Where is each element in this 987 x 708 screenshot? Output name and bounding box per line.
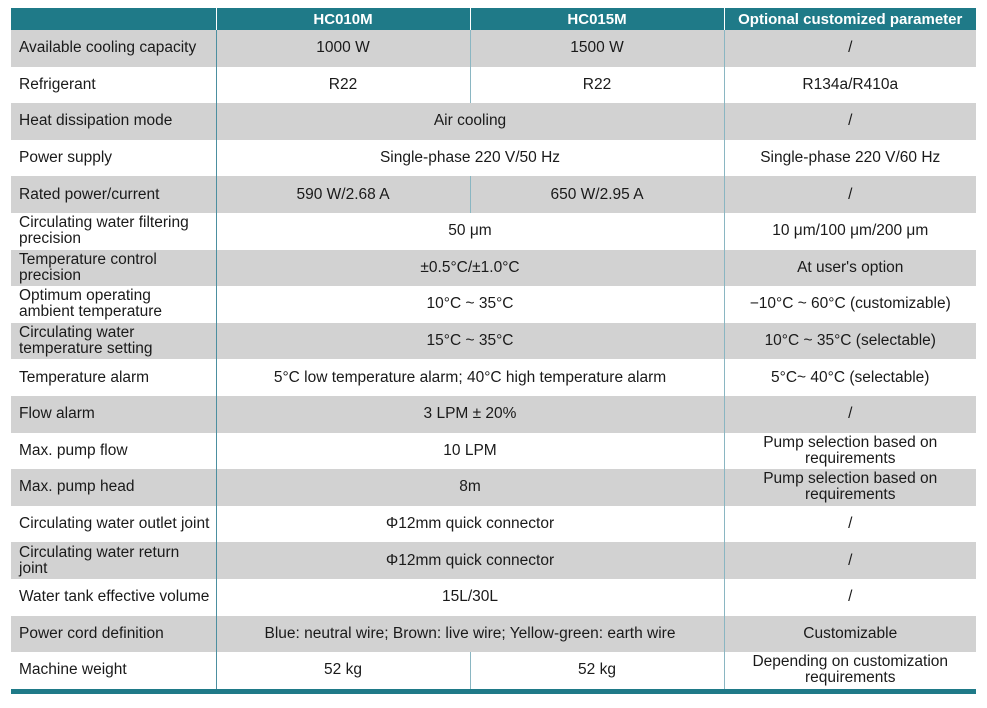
- row-label: Max. pump head: [11, 469, 216, 506]
- table-row: [11, 506, 976, 543]
- table-row: [11, 469, 976, 506]
- row-value: Pump selection based on requirements: [724, 433, 976, 470]
- row-label: Max. pump flow: [11, 433, 216, 470]
- row-label: Optimum operating ambient temperature: [11, 286, 216, 323]
- row-value: 10°C ~ 35°C: [216, 286, 724, 323]
- row-value: 10 μm/100 μm/200 μm: [724, 213, 976, 250]
- row-label: Temperature control precision: [11, 250, 216, 287]
- row-value: 5°C~ 40°C (selectable): [724, 359, 976, 396]
- header-model-hc010m: HC010M: [216, 8, 470, 30]
- bottom-bar: [11, 689, 976, 694]
- row-value: Φ12mm quick connector: [216, 506, 724, 543]
- header-optional: Optional customized parameter: [724, 8, 976, 30]
- table-row: [11, 542, 976, 579]
- table-row: [11, 176, 976, 213]
- row-value: Depending on customization requirements: [724, 652, 976, 689]
- table-row: [11, 250, 976, 287]
- row-value: 52 kg: [216, 652, 470, 689]
- table-row: [11, 286, 976, 323]
- row-value: ±0.5°C/±1.0°C: [216, 250, 724, 287]
- row-value: 3 LPM ± 20%: [216, 396, 724, 433]
- row-label: Water tank effective volume: [11, 579, 216, 616]
- row-value: 50 μm: [216, 213, 724, 250]
- row-value: At user's option: [724, 250, 976, 287]
- row-value: Φ12mm quick connector: [216, 542, 724, 579]
- row-label: Temperature alarm: [11, 359, 216, 396]
- row-label: Heat dissipation mode: [11, 103, 216, 140]
- row-value: Single-phase 220 V/60 Hz: [724, 140, 976, 177]
- row-label: Available cooling capacity: [11, 30, 216, 67]
- row-value: −10°C ~ 60°C (customizable): [724, 286, 976, 323]
- row-value: 1000 W: [216, 30, 470, 67]
- table-row: [11, 359, 976, 396]
- row-label: Flow alarm: [11, 396, 216, 433]
- header-blank: [11, 8, 216, 30]
- row-label: Circulating water return joint: [11, 542, 216, 579]
- row-value: 10°C ~ 35°C (selectable): [724, 323, 976, 360]
- table-row: [11, 433, 976, 470]
- header-model-hc015m: HC015M: [470, 8, 724, 30]
- row-value: /: [724, 506, 976, 543]
- row-value: /: [724, 176, 976, 213]
- row-value: Single-phase 220 V/50 Hz: [216, 140, 724, 177]
- spec-body: [11, 30, 976, 689]
- row-value: /: [724, 579, 976, 616]
- table-row: [11, 652, 976, 689]
- table-row: [11, 67, 976, 104]
- row-value: R22: [470, 67, 724, 104]
- row-value: 5°C low temperature alarm; 40°C high temperature alarm: [216, 359, 724, 396]
- row-value: 650 W/2.95 A: [470, 176, 724, 213]
- table-row: [11, 140, 976, 177]
- row-value: 52 kg: [470, 652, 724, 689]
- row-value: 1500 W: [470, 30, 724, 67]
- row-value: Customizable: [724, 616, 976, 653]
- row-value: Pump selection based on requirements: [724, 469, 976, 506]
- row-value: /: [724, 30, 976, 67]
- table-row: [11, 396, 976, 433]
- row-label: Circulating water filtering precision: [11, 213, 216, 250]
- table-row: [11, 616, 976, 653]
- row-value: R22: [216, 67, 470, 104]
- row-label: Rated power/current: [11, 176, 216, 213]
- header-row: [11, 8, 976, 30]
- row-label: Machine weight: [11, 652, 216, 689]
- row-value: Air cooling: [216, 103, 724, 140]
- row-value: 15L/30L: [216, 579, 724, 616]
- row-label: Circulating water outlet joint: [11, 506, 216, 543]
- row-label: Refrigerant: [11, 67, 216, 104]
- row-value: 8m: [216, 469, 724, 506]
- table-row: [11, 213, 976, 250]
- row-value: 15°C ~ 35°C: [216, 323, 724, 360]
- spec-table: [11, 8, 976, 689]
- row-value: /: [724, 396, 976, 433]
- table-row: [11, 323, 976, 360]
- row-label: Power cord definition: [11, 616, 216, 653]
- row-value: R134a/R410a: [724, 67, 976, 104]
- table-row: [11, 30, 976, 67]
- row-label: Power supply: [11, 140, 216, 177]
- row-value: /: [724, 103, 976, 140]
- row-label: Circulating water temperature setting: [11, 323, 216, 360]
- row-value: /: [724, 542, 976, 579]
- row-value: Blue: neutral wire; Brown: live wire; Yellow-green: earth wire: [216, 616, 724, 653]
- table-row: [11, 103, 976, 140]
- table-row: [11, 579, 976, 616]
- row-value: 10 LPM: [216, 433, 724, 470]
- row-value: 590 W/2.68 A: [216, 176, 470, 213]
